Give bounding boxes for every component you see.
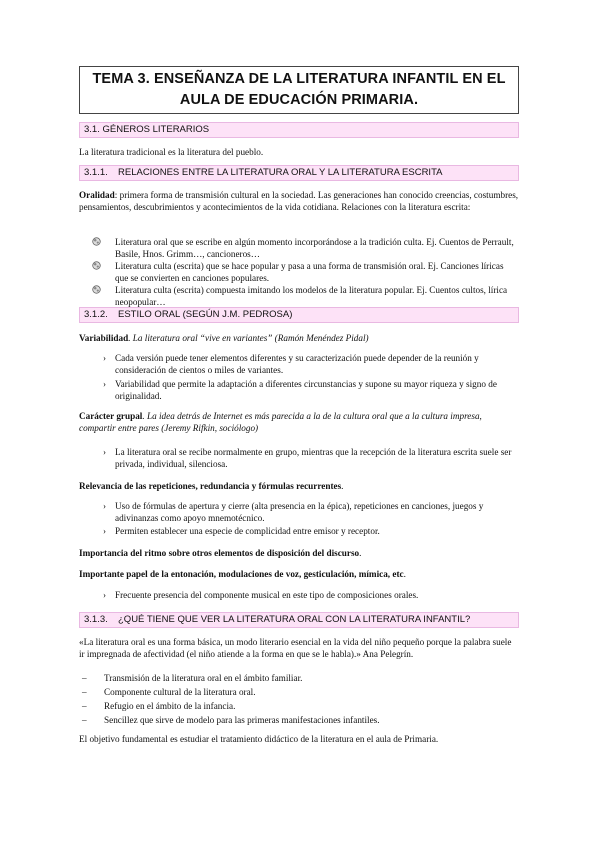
list-item: › Permiten establecer una especie de complicidad entre emisor y receptor.: [103, 526, 380, 536]
ritmo-heading: Importancia del ritmo sobre otros elementos de disposición del discurso: [79, 548, 360, 558]
document-title-box: [79, 66, 519, 114]
chevron-bullet-icon: ›: [103, 501, 106, 511]
objetivo-paragraph: El objetivo fundamental es estudiar el tratamiento didáctico de la literatura en el aula de Primaria.: [79, 734, 439, 744]
list-item: – Componente cultural de la literatura oral.: [82, 687, 256, 697]
entonacion-list: [79, 589, 519, 601]
section-label: ESTILO ORAL (SEGÚN J.M. PEDROSA): [118, 309, 293, 320]
chevron-bullet-icon: ›: [103, 447, 106, 457]
entonacion-heading: Importante papel de la entonación, modulaciones de voz, gesticulación, mímica, etc: [79, 569, 404, 579]
dash-bullet-icon: –: [82, 673, 87, 683]
caracter-list: [79, 446, 519, 470]
caracter-lead: Carácter grupal: [79, 411, 143, 421]
variabilidad-text: . La literatura oral “vive en variantes” (Ramón Menéndez Pidal): [128, 333, 369, 343]
dash-bullet-icon: –: [82, 715, 87, 725]
caracter-paragraph: [79, 410, 519, 434]
title-line-2: AULA DE EDUCACIÓN PRIMARIA.: [179, 92, 419, 108]
section-3-1-heading: [79, 122, 519, 138]
list-item: › Cada versión puede tener elementos diferentes y su caracterización puede depender de la reunión y consideración de cientos o miles de variantes.: [103, 353, 479, 375]
list-item: Literatura culta (escrita) compuesta imitando los modelos de la literatura popular. Ej. Cuentos cultos, lírica neopopular…: [79, 284, 519, 308]
section-3-1-1-heading: [79, 165, 519, 181]
list-item: › La literatura oral se recibe normalmente en grupo, mientras que la recepción de la literatura escrita suele ser privada, individual, silenciosa.: [103, 447, 512, 469]
chevron-bullet-icon: ›: [103, 526, 106, 536]
variabilidad-lead: Variabilidad: [79, 333, 129, 343]
chevron-bullet-icon: ›: [103, 379, 106, 389]
oralidad-lead: Oralidad: [79, 190, 115, 200]
list-item: – Transmisión de la literatura oral en el ámbito familiar.: [82, 673, 303, 683]
oralidad-text: : primera forma de transmisión cultural en la sociedad. Las generaciones han conocido creencias, costumbres, pensamientos, descubrimientos y acontecimientos de la vida cotidiana. Relaciones con la literatura escrita:: [79, 190, 519, 212]
intro-paragraph: La literatura tradicional es la literatura del pueblo.: [79, 147, 264, 157]
quote-paragraph: «La literatura oral es una forma básica, un modo literario esencial en la vida del niño pequeño porque la palabra suele ir impregnada de afectividad (el niño atiende a la forma en que se le habla).» Ana Pelegrín.: [79, 637, 512, 659]
list-item: Literatura oral que se escribe en algún momento incorporándose a la tradición culta. Ej. Cuentos de Perrault, Basile, Hnos. Grimm…, cancioneros…: [79, 236, 519, 260]
dash-bullet-icon: –: [82, 701, 87, 711]
list-item: › Uso de fórmulas de apertura y cierre (alta presencia en la épica), repeticiones en canciones, juegos y adivinanzas como apoyo mnemotécnico.: [103, 501, 484, 523]
section-number: 3.1.1.: [84, 167, 108, 178]
variabilidad-list: [79, 352, 519, 402]
relevancia-paragraph: Relevancia de las repeticiones, redundancia y fórmulas recurrentes.: [79, 481, 344, 491]
section-number: 3.1.3.: [84, 614, 108, 625]
section-label: RELACIONES ENTRE LA LITERATURA ORAL Y LA LITERATURA ESCRITA: [118, 167, 443, 178]
ritmo-paragraph: Importancia del ritmo sobre otros elementos de disposición del discurso.: [79, 548, 362, 558]
list-item: › Variabilidad que permite la adaptación a diferentes circunstancias y supone su mayor riqueza y signo de originalidad.: [103, 379, 497, 401]
list-item: Literatura culta (escrita) que se hace popular y pasa a una forma de transmisión oral. Ej. Canciones líricas que se convierten en canciones populares.: [79, 260, 519, 284]
list-item: › Frecuente presencia del componente musical en este tipo de composiciones orales.: [103, 590, 419, 600]
decorative-bubble-bullet-icon: [92, 237, 101, 246]
section-label: 3.1. GÉNEROS LITERARIOS: [84, 124, 210, 135]
oralidad-paragraph: [79, 189, 519, 213]
section-label: ¿QUÉ TIENE QUE VER LA LITERATURA ORAL CON LA LITERATURA INFANTIL?: [118, 614, 471, 625]
list-item: – Sencillez que sirve de modelo para las primeras manifestaciones infantiles.: [82, 715, 380, 725]
decorative-bubble-bullet-icon: [92, 261, 101, 270]
list-item: – Refugio en el ámbito de la infancia.: [82, 701, 236, 711]
section-3-1-3-heading: [79, 612, 519, 628]
chevron-bullet-icon: ›: [103, 353, 106, 363]
entonacion-paragraph: Importante papel de la entonación, modulaciones de voz, gesticulación, mímica, etc.: [79, 569, 406, 579]
section-number: 3.1.2.: [84, 309, 108, 320]
variabilidad-paragraph: [79, 332, 519, 344]
dash-bullet-icon: –: [82, 687, 87, 697]
chevron-bullet-icon: ›: [103, 590, 106, 600]
decorative-bubble-bullet-icon: [92, 285, 101, 294]
section-3-1-2-heading: [79, 307, 519, 323]
caracter-text: . La idea detrás de Internet es más parecida a la de la cultura oral que a la cultura impresa, compartir entre pares (Jeremy Rifkin, sociólogo): [79, 411, 482, 433]
infantil-list: [79, 672, 519, 726]
title-line-1: TEMA 3. ENSEÑANZA DE LA LITERATURA INFANTIL EN EL: [92, 71, 506, 87]
relevancia-list: [79, 500, 519, 537]
relevancia-heading: Relevancia de las repeticiones, redundancia y fórmulas recurrentes: [79, 481, 342, 491]
relations-list: [79, 236, 519, 308]
